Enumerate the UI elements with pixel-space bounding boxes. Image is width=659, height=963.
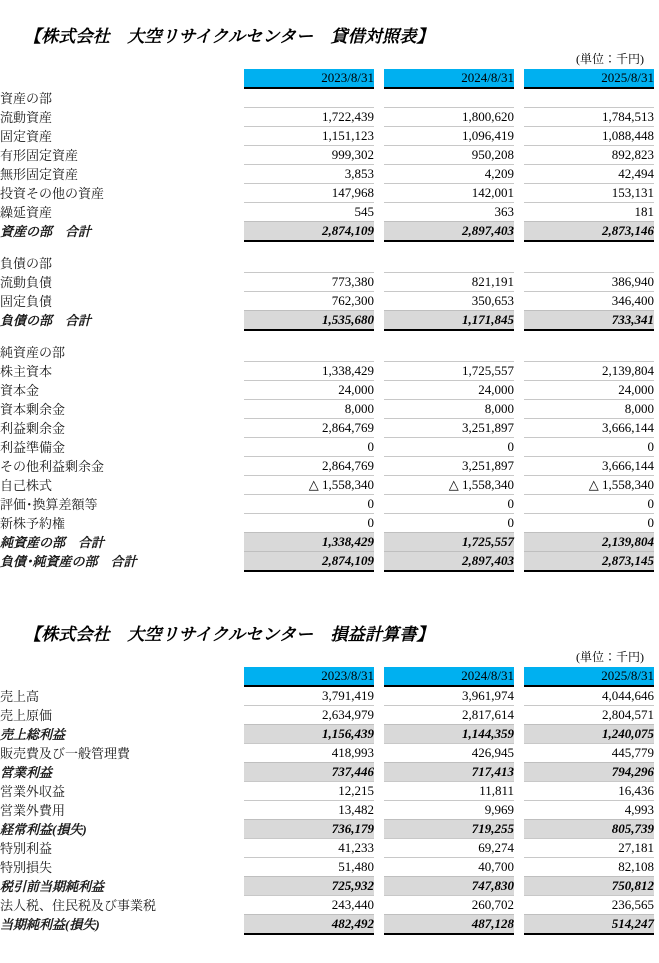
column-gap [374, 273, 384, 292]
header-gap-1 [374, 69, 384, 88]
column-gap [514, 839, 524, 858]
row-label: 特別損失 [0, 859, 53, 875]
row-value-col3: 1,240,075 [524, 725, 654, 744]
row-label: 流動資産 [0, 109, 53, 125]
column-gap [514, 782, 524, 801]
spacer-cell [0, 330, 654, 343]
section-spacer [0, 572, 659, 602]
column-gap [514, 108, 524, 127]
row-value-col1: 773,380 [244, 273, 374, 292]
table-row [0, 552, 654, 572]
column-gap [514, 362, 524, 381]
row-label: 経常利益(損失) [0, 821, 87, 837]
row-value-col1: 147,968 [244, 184, 374, 203]
row-value-col3: 3,666,144 [524, 419, 654, 438]
row-value-col3: 1,088,448 [524, 127, 654, 146]
column-gap [374, 203, 384, 222]
row-value-col3: 0 [524, 514, 654, 533]
row-value-col2: 9,969 [384, 801, 514, 820]
column-gap [374, 495, 384, 514]
column-gap [374, 744, 384, 763]
spacer-cell [0, 241, 654, 254]
row-value-col3: 2,873,145 [524, 552, 654, 572]
spacer-row [0, 330, 654, 343]
table-row [0, 127, 654, 146]
row-label: 新株予約権 [0, 515, 66, 531]
column-gap [374, 222, 384, 242]
row-value-col1: 1,338,429 [244, 362, 374, 381]
row-value-col1: 2,634,979 [244, 706, 374, 725]
spacer-row [0, 241, 654, 254]
row-value-col1: △ 1,558,340 [244, 476, 374, 495]
table-row [0, 801, 654, 820]
column-gap [374, 311, 384, 331]
row-value-col2: 69,274 [384, 839, 514, 858]
income-statement-table [0, 667, 654, 935]
income-statement-header [0, 667, 654, 686]
row-value-col1: 1,535,680 [244, 311, 374, 331]
column-gap [374, 763, 384, 782]
column-gap [514, 457, 524, 476]
row-value-col3: 386,940 [524, 273, 654, 292]
column-gap [514, 877, 524, 896]
column-gap [514, 165, 524, 184]
income-statement-body [0, 686, 654, 934]
row-label: 負債の部 合計 [0, 313, 92, 328]
row-value-col3: 0 [524, 495, 654, 514]
row-value-col3: 27,181 [524, 839, 654, 858]
table-row [0, 165, 654, 184]
row-value-col2: 1,725,557 [384, 533, 514, 552]
table-row [0, 782, 654, 801]
column-header-2025: 2025/8/31 [524, 667, 654, 686]
column-gap [514, 222, 524, 242]
unit-note-text: (単位：千円) [576, 52, 644, 66]
row-value-col1: 8,000 [244, 400, 374, 419]
table-row [0, 273, 654, 292]
row-value-col1: 2,864,769 [244, 419, 374, 438]
row-label: 営業外収益 [0, 783, 66, 799]
row-value-col2: 8,000 [384, 400, 514, 419]
column-gap [374, 381, 384, 400]
column-header-2023: 2023/8/31 [244, 69, 374, 88]
unit-note-text: (単位：千円) [576, 650, 644, 664]
row-value-col3: 4,044,646 [602, 688, 654, 703]
row-label: 資産の部 [0, 90, 53, 106]
row-value-col2: 24,000 [384, 381, 514, 400]
column-gap [374, 533, 384, 552]
column-gap [374, 292, 384, 311]
row-value-col2: 1,171,845 [384, 311, 514, 331]
row-value-col1: 999,302 [244, 146, 374, 165]
row-label: 繰延資産 [0, 204, 53, 220]
column-gap [514, 686, 524, 706]
row-value-col3: 16,436 [524, 782, 654, 801]
row-value-col2: 350,653 [384, 292, 514, 311]
header-blank-cell [0, 69, 244, 88]
row-value-col2 [384, 343, 514, 362]
column-gap [374, 457, 384, 476]
row-label: 評価･換算差額等 [0, 496, 98, 512]
row-value-col1: 2,874,109 [244, 222, 374, 242]
row-value-col1: 12,215 [244, 782, 374, 801]
row-value-col3: 346,400 [524, 292, 654, 311]
row-label: 純資産の部 [0, 344, 66, 360]
column-gap [374, 88, 384, 108]
table-row [0, 438, 654, 457]
row-value-col2: 4,209 [384, 165, 514, 184]
balance-sheet-unit-note [0, 51, 659, 68]
table-row [0, 725, 654, 744]
row-value-col2: 2,897,403 [384, 552, 514, 572]
row-value-col1: 1,722,439 [244, 108, 374, 127]
table-header-row [0, 69, 654, 88]
column-gap [374, 254, 384, 273]
row-value-col2: 11,811 [384, 782, 514, 801]
row-value-col1 [244, 254, 374, 273]
column-gap [514, 725, 524, 744]
row-value-col2: 142,001 [384, 184, 514, 203]
column-gap [514, 552, 524, 572]
row-value-col2 [384, 254, 514, 273]
row-label: 有形固定資産 [0, 147, 79, 163]
row-value-col2: 40,700 [384, 858, 514, 877]
column-gap [374, 915, 384, 935]
row-label: その他利益剰余金 [0, 458, 105, 474]
row-label: 当期純利益(損失) [0, 917, 100, 932]
row-value-col2: 1,725,557 [384, 362, 514, 381]
row-label: 売上高 [0, 688, 40, 704]
row-value-col3: 42,494 [524, 165, 654, 184]
table-row [0, 203, 654, 222]
row-label: 固定負債 [0, 293, 53, 309]
table-row [0, 877, 654, 896]
table-row [0, 381, 654, 400]
row-value-col2: 1,800,620 [384, 108, 514, 127]
table-header-row [0, 667, 654, 686]
row-value-col3 [524, 343, 654, 362]
table-row [0, 311, 654, 331]
row-value-col3: 445,779 [524, 744, 654, 763]
row-value-col3: 794,296 [524, 763, 654, 782]
row-value-col1: 482,492 [244, 915, 374, 935]
row-value-col2: △ 1,558,340 [384, 476, 514, 495]
row-value-col1: 418,993 [244, 744, 374, 763]
row-value-col3: 0 [524, 438, 654, 457]
row-value-col1: 24,000 [244, 381, 374, 400]
row-value-col1: 1,151,123 [244, 127, 374, 146]
row-value-col2: 1,144,359 [384, 725, 514, 744]
row-value-col3: 4,993 [524, 801, 654, 820]
row-value-col2: 3,251,897 [384, 457, 514, 476]
column-gap [514, 858, 524, 877]
row-label: 資産の部 合計 [0, 224, 92, 239]
row-value-col3: 733,341 [524, 311, 654, 331]
column-gap [374, 146, 384, 165]
header-blank-cell [0, 667, 244, 686]
row-value-col1: 0 [244, 438, 374, 457]
row-label: 法人税、住民税及び事業税 [0, 897, 157, 913]
table-row [0, 896, 654, 915]
table-row [0, 858, 654, 877]
row-value-col3: 2,139,804 [524, 533, 654, 552]
column-gap [514, 419, 524, 438]
column-gap [374, 686, 384, 706]
row-value-col3: 2,873,146 [524, 222, 654, 242]
table-row [0, 533, 654, 552]
row-value-col2: 3,961,974 [462, 688, 514, 703]
column-gap [514, 476, 524, 495]
column-gap [374, 858, 384, 877]
row-value-col3: 236,565 [524, 896, 654, 915]
row-label: 営業利益 [0, 764, 53, 780]
balance-sheet-body [0, 88, 654, 571]
column-gap [374, 438, 384, 457]
row-value-col1: 1,156,439 [244, 725, 374, 744]
column-gap [374, 184, 384, 203]
table-row [0, 495, 654, 514]
row-label: 営業外費用 [0, 802, 66, 818]
balance-sheet-title: 【株式会社 大空リサイクルセンター 貸借対照表】 [24, 27, 434, 46]
column-gap [374, 552, 384, 572]
row-value-col3: 82,108 [524, 858, 654, 877]
row-value-col2: 0 [384, 438, 514, 457]
column-gap [514, 203, 524, 222]
row-value-col3: 153,131 [524, 184, 654, 203]
row-value-col3: 3,666,144 [524, 457, 654, 476]
row-value-col3: 750,812 [524, 877, 654, 896]
row-value-col1: 545 [244, 203, 374, 222]
table-row [0, 706, 654, 725]
column-gap [514, 495, 524, 514]
row-value-col2: 363 [384, 203, 514, 222]
row-value-col1 [244, 343, 374, 362]
row-label: 自己株式 [0, 477, 53, 493]
row-value-col3: 8,000 [524, 400, 654, 419]
row-value-col3: △ 1,558,340 [524, 476, 654, 495]
row-label: 売上総利益 [0, 726, 66, 742]
table-row [0, 839, 654, 858]
column-gap [374, 896, 384, 915]
table-row [0, 419, 654, 438]
row-value-col3: 514,247 [524, 915, 654, 935]
column-header-2024: 2024/8/31 [384, 667, 514, 686]
row-value-col1: 1,338,429 [244, 533, 374, 552]
row-value-col2: 719,255 [384, 820, 514, 839]
table-row [0, 457, 654, 476]
row-value-col2: 821,191 [384, 273, 514, 292]
column-gap [514, 820, 524, 839]
row-value-col2: 2,817,614 [384, 706, 514, 725]
column-gap [374, 782, 384, 801]
table-row [0, 400, 654, 419]
row-value-col1: 0 [244, 495, 374, 514]
row-value-col2: 0 [384, 514, 514, 533]
row-label: 税引前当期純利益 [0, 878, 105, 894]
table-row [0, 108, 654, 127]
table-row [0, 514, 654, 533]
column-gap [374, 801, 384, 820]
row-value-col3: 892,823 [524, 146, 654, 165]
column-gap [514, 915, 524, 935]
column-gap [514, 438, 524, 457]
row-label: 販売費及び一般管理費 [0, 745, 131, 761]
row-label: 資本剰余金 [0, 401, 66, 417]
row-value-col3: 2,139,804 [524, 362, 654, 381]
column-gap [374, 165, 384, 184]
balance-sheet-header [0, 69, 654, 88]
column-gap [514, 146, 524, 165]
column-gap [374, 343, 384, 362]
row-value-col3: 805,739 [524, 820, 654, 839]
column-gap [374, 877, 384, 896]
column-gap [514, 400, 524, 419]
header-gap-2 [514, 69, 524, 88]
column-gap [514, 514, 524, 533]
column-header-2023: 2023/8/31 [244, 667, 374, 686]
income-statement-title: 【株式会社 大空リサイクルセンター 損益計算書】 [24, 625, 434, 644]
row-value-col2: 717,413 [384, 763, 514, 782]
column-gap [374, 419, 384, 438]
column-gap [514, 88, 524, 108]
row-value-col2: 260,702 [384, 896, 514, 915]
column-gap [374, 400, 384, 419]
column-gap [514, 273, 524, 292]
table-row [0, 476, 654, 495]
row-value-col3: 1,784,513 [524, 108, 654, 127]
table-row [0, 820, 654, 839]
column-gap [374, 476, 384, 495]
column-gap [374, 514, 384, 533]
row-value-col1: 736,179 [244, 820, 374, 839]
row-value-col2: 747,830 [384, 877, 514, 896]
column-gap [514, 292, 524, 311]
row-label: 特別利益 [0, 840, 53, 856]
row-value-col3 [524, 254, 654, 273]
row-label: 無形固定資産 [0, 166, 79, 182]
row-value-col2 [384, 88, 514, 108]
balance-sheet-table [0, 69, 654, 572]
row-value-col1: 51,480 [244, 858, 374, 877]
column-gap [374, 839, 384, 858]
row-label: 固定資産 [0, 128, 53, 144]
column-gap [514, 533, 524, 552]
row-value-col1: 2,874,109 [244, 552, 374, 572]
column-header-2025: 2025/8/31 [524, 69, 654, 88]
row-value-col2: 2,897,403 [384, 222, 514, 242]
column-gap [514, 311, 524, 331]
row-value-col2: 1,096,419 [384, 127, 514, 146]
column-gap [374, 820, 384, 839]
row-value-col2: 426,945 [384, 744, 514, 763]
table-row [0, 146, 654, 165]
row-value-col1: 0 [244, 514, 374, 533]
table-row [0, 184, 654, 203]
section-heading-row [0, 343, 654, 362]
row-value-col2: 487,128 [384, 915, 514, 935]
column-gap [514, 744, 524, 763]
row-value-col3: 24,000 [524, 381, 654, 400]
row-value-col3 [524, 88, 654, 108]
row-value-col1: 725,932 [244, 877, 374, 896]
row-value-col1: 41,233 [244, 839, 374, 858]
row-value-col1: 737,446 [244, 763, 374, 782]
row-label: 売上原価 [0, 707, 53, 723]
column-gap [374, 725, 384, 744]
row-value-col2: 950,208 [384, 146, 514, 165]
header-gap-2 [514, 667, 524, 686]
row-label: 資本金 [0, 382, 40, 398]
row-value-col2: 3,251,897 [384, 419, 514, 438]
table-row [0, 686, 654, 706]
row-value-col1: 2,864,769 [244, 457, 374, 476]
column-header-2024: 2024/8/31 [384, 69, 514, 88]
income-statement-unit-note [0, 649, 659, 666]
table-row [0, 763, 654, 782]
column-gap [374, 362, 384, 381]
column-gap [514, 254, 524, 273]
column-gap [514, 184, 524, 203]
row-label: 利益準備金 [0, 439, 66, 455]
row-label: 負債･純資産の部 合計 [0, 554, 137, 569]
column-gap [514, 896, 524, 915]
header-gap-1 [374, 667, 384, 686]
column-gap [514, 706, 524, 725]
column-gap [514, 343, 524, 362]
row-label: 純資産の部 合計 [0, 534, 105, 550]
row-value-col1: 13,482 [244, 801, 374, 820]
column-gap [514, 801, 524, 820]
column-gap [374, 706, 384, 725]
table-row [0, 915, 654, 935]
column-gap [514, 127, 524, 146]
income-statement-section [0, 602, 659, 935]
row-label: 流動負債 [0, 274, 53, 290]
row-value-col1: 3,853 [244, 165, 374, 184]
section-heading-row [0, 254, 654, 273]
section-heading-row [0, 88, 654, 108]
row-value-col2: 0 [384, 495, 514, 514]
row-value-col3: 181 [524, 203, 654, 222]
table-row [0, 744, 654, 763]
row-label: 投資その他の資産 [0, 185, 105, 201]
row-label: 利益剰余金 [0, 420, 66, 436]
column-gap [514, 381, 524, 400]
row-label: 株主資本 [0, 363, 53, 379]
row-value-col1 [244, 88, 374, 108]
table-row [0, 362, 654, 381]
column-gap [374, 108, 384, 127]
column-gap [374, 127, 384, 146]
row-value-col1: 762,300 [244, 292, 374, 311]
table-row [0, 222, 654, 242]
column-gap [514, 763, 524, 782]
row-value-col3: 2,804,571 [524, 706, 654, 725]
table-row [0, 292, 654, 311]
row-label: 負債の部 [0, 255, 53, 271]
row-value-col1: 3,791,419 [322, 688, 374, 703]
row-value-col1: 243,440 [244, 896, 374, 915]
